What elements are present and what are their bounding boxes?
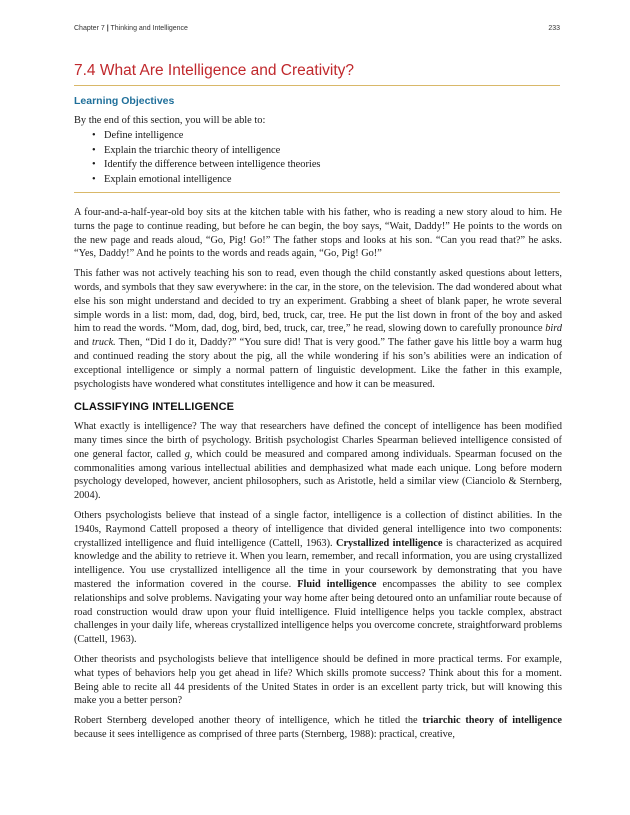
running-header bbox=[74, 25, 560, 32]
learning-objectives-list bbox=[74, 129, 320, 187]
objectives-divider bbox=[74, 192, 560, 193]
body-text bbox=[74, 206, 562, 748]
paragraph-cattell: Others psychologists believe that instead of a single factor, intelligence is a collection of distinct abilities. In the 1940s, Raymond Cattell proposed a theory of intelligence that divided general intelligence into two components: crystallized intelligence and fluid intelligence (Cattell, 1963). Crystallized intelligence is characterized as acquired knowledge and the ability to retrieve it. When you learn, remember, and recall information, you are using crystallized intelligence. You use crystallized intelligence all the time in your coursework by demonstrating that you have mastered the information covered in the course. Fluid intelligence encompasses the ability to see complex relationships and solve problems. Navigating your way home after being detoured onto an unfamiliar route because of road construction would draw upon your fluid intelligence. Fluid intelligence helps you tackle complex, abstract challenges in your daily life, whereas crystallized intelligence helps you overcome concrete, straightforward problems (Cattell, 1963). bbox=[74, 509, 562, 646]
list-item: • Explain the triarchic theory of intelligence bbox=[74, 144, 320, 159]
page-number: 233 bbox=[548, 25, 560, 32]
section-title: 7.4 What Are Intelligence and Creativity? bbox=[74, 62, 355, 79]
header-chapter: Chapter 7 | Thinking and Intelligence bbox=[74, 25, 188, 32]
title-divider bbox=[74, 85, 560, 86]
heading-classifying-intelligence: CLASSIFYING INTELLIGENCE bbox=[74, 401, 235, 414]
paragraph-sternberg: Robert Sternberg developed another theory of intelligence, which he titled the triarchic theory of intelligence because it sees intelligence as comprised of three parts (Sternberg, 1988): practical, creative, bbox=[74, 715, 562, 740]
paragraph-father-experiment: This father was not actively teaching his son to read, even though the child constantly asked questions about letters, words, and symbols that they saw everywhere: in the car, in the store, on the television. The dad wondered about what else his son might understand and decided to try an experiment. Grabbing a sheet of blank paper, he wrote several simple words in a list: mom, dad, dog, bird, bed, truck, car, tree. He put the list down in front of the boy and asked him to read the words. “Mom, dad, dog, bird, bed, truck, car, tree,” he read, slowing down to carefully pronounce bird and truck. Then, “Did I do it, Daddy?” “You sure did! That is very good.” The father gave his little boy a warm hug and continued reading the story about the pig, all the while wondering if his son’s abilities were an indication of exceptional intelligence or simply a normal pattern of linguistic development. Like the father in this example, psychologists have wondered what constitutes intelligence and how it can be measured. bbox=[74, 268, 562, 390]
list-item: • Explain emotional intelligence bbox=[74, 173, 320, 188]
list-item: • Identify the difference between intelligence theories bbox=[74, 158, 320, 173]
paragraph-practical-terms: Other theorists and psychologists believe that intelligence should be defined in more practical terms. For example, what types of behaviors help you get ahead in life? Which skills promote success? Think about this for a moment. Being able to recite all 44 presidents of the United States in order is an excellent party trick, but will knowing this make you a better person? bbox=[74, 653, 562, 707]
learning-objectives-title: Learning Objectives bbox=[74, 95, 175, 107]
learning-objectives-intro: By the end of this section, you will be able to: bbox=[74, 115, 266, 126]
paragraph-spearman: What exactly is intelligence? The way that researchers have defined the concept of intelligence has been modified many times since the birth of psychology. British psychologist Charles Spearman believed intelligence consisted of one general factor, called g, which could be measured and compared among individuals. Spearman focused on the commonalities among various intellectual abilities and demphasized what made each unique. Long before modern psychology developed, however, ancient philosophers, such as Aristotle, held a similar view (Cianciolo & Sternberg, 2004). bbox=[74, 421, 562, 502]
paragraph-intro-story: A four-and-a-half-year-old boy sits at the kitchen table with his father, who is reading a new story aloud to him. He turns the page to continue reading, but before he can begin, the boy says, “Wait, Daddy!” He points to the words on the new page and reads aloud, “Go, Pig! Go!” The father stops and looks at his son. “Can you read that?” he asks. “Yes, Daddy!” And he points to the words and reads again, “Go, Pig! Go!” bbox=[74, 207, 562, 260]
list-item: • Define intelligence bbox=[74, 129, 320, 144]
